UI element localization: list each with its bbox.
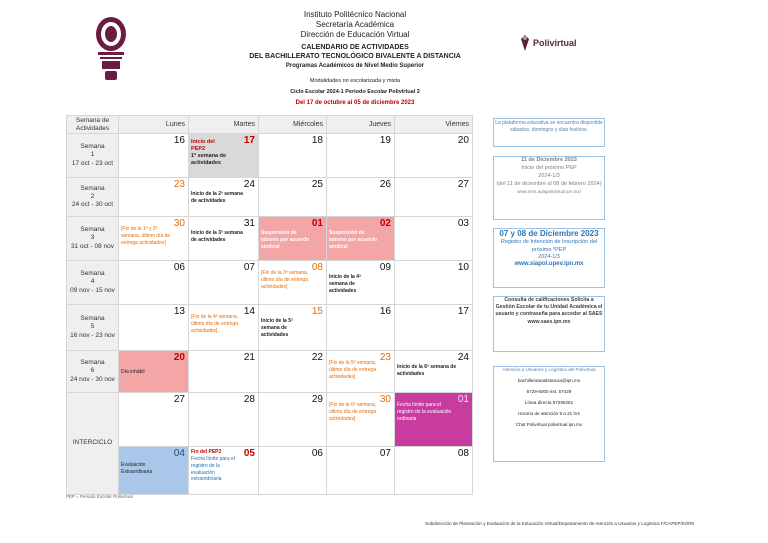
- day-number: 01: [457, 394, 469, 405]
- day-number: 20: [173, 352, 185, 363]
- day-number: 29: [311, 394, 323, 405]
- week-row-5: [67, 305, 473, 351]
- day-cell-deadline: [395, 393, 473, 447]
- polivirtual-mark-icon: [520, 34, 530, 52]
- day-cell: [327, 178, 395, 217]
- polivirtual-logo: [520, 34, 577, 52]
- day-cell: [189, 217, 259, 261]
- day-cell-suspension: [259, 217, 327, 261]
- week-row-6: [67, 351, 473, 393]
- day-note: [Fin de la 1ª y 2ª semana, último día de entrega actividades]: [121, 226, 171, 246]
- day-note: Inicio de la 6ª semana de actividades: [397, 364, 457, 377]
- day-cell: [395, 447, 473, 495]
- day-note: [Fin de la 5ª semana, último día de entrega actividades]: [329, 360, 377, 380]
- day-cell: [189, 305, 259, 351]
- day-number: 28: [243, 394, 255, 405]
- day-note: [Fin de la 3ª semana, último día de entrega actividades]: [261, 270, 309, 290]
- day-cell: [119, 134, 189, 178]
- week-label-4: Semana 4 09 nov - 15 nov: [67, 261, 119, 305]
- intercycle-label: INTERCICLO: [67, 393, 119, 495]
- day-note: Inicio de la 3ª semana de actividades: [191, 230, 243, 243]
- activities-calendar: [66, 115, 473, 495]
- contact-email[interactable]: bachilleratoadistancia@ipn.mx: [517, 377, 581, 383]
- day-cell: [395, 261, 473, 305]
- day-cell: [327, 393, 395, 447]
- day-number: 15: [311, 306, 323, 317]
- day-note: Día inhábil: [121, 369, 145, 375]
- day-cell: [259, 393, 327, 447]
- week-label-2: Semana 2 24 oct - 30 oct: [67, 178, 119, 217]
- day-number: 18: [311, 135, 323, 146]
- contact-direct-line: Línea directa 57296281: [524, 399, 574, 405]
- week-label-3: Semana 3 31 oct - 08 nov: [67, 217, 119, 261]
- platform-availability-box: La plataforma educativa se encuentra disponible sábados, domingos y días festivos.: [493, 118, 605, 147]
- day-number: 24: [243, 179, 255, 190]
- day-number: 30: [379, 394, 391, 405]
- day-number: 03: [457, 218, 469, 229]
- week-label-5: Semana 5 16 nov - 23 nov: [67, 305, 119, 351]
- col-header-tuesday: Martes: [189, 116, 259, 134]
- week-label-6: Semana 6 24 nov - 30 nov: [67, 351, 119, 393]
- day-cell: [259, 178, 327, 217]
- day-number: 21: [243, 352, 255, 363]
- day-number: 31: [243, 218, 255, 229]
- day-cell: [259, 305, 327, 351]
- secretariat-name: Secretaría Académica: [315, 20, 395, 29]
- week-label-1: Semana 1 17 oct - 23 oct: [67, 134, 119, 178]
- day-cell: [395, 134, 473, 178]
- intercycle-row-b: [67, 447, 473, 495]
- direction-name: Dirección de Educación Virtual: [300, 30, 410, 39]
- day-cell: [259, 351, 327, 393]
- day-note: Evaluación Extraordinaria: [121, 462, 153, 475]
- day-number: 25: [311, 179, 323, 190]
- day-cell: [119, 393, 189, 447]
- day-cell: [189, 447, 259, 495]
- day-cell: [327, 134, 395, 178]
- day-cell: [259, 134, 327, 178]
- day-cell: [189, 393, 259, 447]
- day-cell: [119, 217, 189, 261]
- contact-phone: 5729-6000 ext. 57429: [526, 388, 572, 394]
- day-number: 08: [457, 448, 469, 459]
- day-note: Fecha límite para el registro de la evaluación ordinaria: [397, 402, 452, 422]
- day-number: 05: [243, 448, 255, 459]
- saes-link[interactable]: www.saes.ipn.mx: [527, 318, 571, 325]
- day-note: [Fin de la 6ª semana, último día de entrega actividades]: [329, 402, 377, 422]
- footer-department: Subdirección de Planeación y Evaluación de la Educación Virtual/Departamento de Atención a Usuarios y Logística F/CAPEP/02/R0: [425, 521, 695, 526]
- contact-hours: Horario de atención 9 a 21 hrs: [518, 410, 580, 416]
- col-header-week: Semana de Actividades: [67, 116, 119, 134]
- day-cell: [189, 351, 259, 393]
- modalities-line: Modalidades no escolarizada y mixta: [309, 78, 401, 84]
- day-cell: [119, 261, 189, 305]
- registration-box: 07 y 08 de Diciembre 2023 Registro de Intención de Inscripción del próximo *PEP 2024-1/3 www.siapol.upev.ipn.mx: [493, 228, 605, 288]
- intercycle-row-a: [67, 393, 473, 447]
- day-cell: [327, 351, 395, 393]
- day-cell: [395, 351, 473, 393]
- day-number: 14: [243, 306, 255, 317]
- day-cell: [327, 447, 395, 495]
- day-cell: [119, 305, 189, 351]
- day-cell: [395, 217, 473, 261]
- week-row-1: [67, 134, 473, 178]
- week-row-4: [67, 261, 473, 305]
- calendar-header-row: [67, 116, 473, 134]
- polivirtual-name: Polivirtual: [533, 38, 577, 48]
- col-header-thursday: Jueves: [327, 116, 395, 134]
- day-note: Inicio de la 4ª semana de actividades: [329, 274, 361, 294]
- pep-abbreviation-note: PEP = Periodo Escolar Polivirtual: [66, 494, 133, 499]
- day-number: 19: [379, 135, 391, 146]
- day-number: 27: [173, 394, 185, 405]
- day-cell-suspension: [327, 217, 395, 261]
- col-header-friday: Viernes: [395, 116, 473, 134]
- day-cell-holiday: [119, 351, 189, 393]
- day-number: 01: [311, 218, 323, 229]
- siapol-link[interactable]: www.siapol.upev.ipn.mx: [514, 260, 584, 267]
- day-number: 23: [379, 352, 391, 363]
- day-number: 07: [379, 448, 391, 459]
- day-number: 10: [457, 262, 469, 273]
- ipn-seal-logo: [93, 14, 129, 84]
- day-number: 23: [173, 179, 185, 190]
- day-cell: [189, 178, 259, 217]
- programs-line: Programas Académicos de Nivel Medio Superior: [285, 63, 425, 69]
- day-note: Inicio de la 2ª semana de actividades: [191, 191, 243, 204]
- day-number: 20: [457, 135, 469, 146]
- day-number: 07: [243, 262, 255, 273]
- pep-start-note: Inicio del PEP2 1ª semana de actividades: [191, 139, 227, 167]
- next-pep-box: 11 de Diciembre 2023 Inicio del próximo PEP 2024-1/3 (del 11 de diciembre al 08 de febrero 2024) www.nms.aulapolivirtual.ipn.mx/: [493, 156, 605, 220]
- institution-name: Instituto Politécnico Nacional: [303, 10, 407, 19]
- day-note: Fecha límite para el registro de la evaluación extraordinaria: [191, 456, 235, 483]
- day-number: 02: [379, 218, 391, 229]
- day-number: 26: [379, 179, 391, 190]
- day-cell: [259, 261, 327, 305]
- contact-chat[interactable]: Chat Polivirtual polivirtual.ipn.mx: [515, 421, 583, 427]
- day-cell: [189, 261, 259, 305]
- day-number: 04: [173, 448, 185, 459]
- week-row-3: [67, 217, 473, 261]
- grades-box: Consulta de calificaciones Solicita a Gestión Escolar de tu Unidad Académica el usuario y contraseña para acceder al SAES www.saes.ipn.mx: [493, 296, 605, 352]
- day-number: 06: [311, 448, 323, 459]
- date-range: Del 17 de octubre al 05 de diciembre 2023: [295, 100, 415, 106]
- day-number: 16: [379, 306, 391, 317]
- day-number: 13: [173, 306, 185, 317]
- calendar-title: CALENDARIO DE ACTIVIDADES: [301, 44, 409, 51]
- day-number: 17: [243, 135, 255, 146]
- pep-end-note: Fin del PEP2: [191, 449, 222, 455]
- day-number: 27: [457, 179, 469, 190]
- day-cell: [395, 305, 473, 351]
- col-header-monday: Lunes: [119, 116, 189, 134]
- day-cell: [327, 305, 395, 351]
- day-cell-extraordinary: [119, 447, 189, 495]
- day-note: Suspensión de labores por acuerdo sindical: [329, 230, 378, 250]
- col-header-wednesday: Miércoles: [259, 116, 327, 134]
- day-number: 30: [173, 218, 185, 229]
- day-cell: [259, 447, 327, 495]
- nms-platform-link[interactable]: www.nms.aulapolivirtual.ipn.mx/: [517, 188, 581, 194]
- day-number: 16: [173, 135, 185, 146]
- day-number: 22: [311, 352, 323, 363]
- day-note: [Fin de la 4ª semana, último día de entrega actividades]: [191, 314, 239, 334]
- day-number: 24: [457, 352, 469, 363]
- calendar-subtitle: DEL BACHILLERATO TECNOLÓGICO BIVALENTE A DISTANCIA: [249, 53, 461, 60]
- day-note: Suspensión de labores por acuerdo sindical: [261, 230, 310, 250]
- day-cell-pep-start: [189, 134, 259, 178]
- contact-title: Atención a Usuarios y Logística del Polivirtual: [502, 367, 596, 372]
- day-cell: [119, 178, 189, 217]
- day-cell: [327, 261, 395, 305]
- day-cell: [395, 178, 473, 217]
- day-number: 09: [379, 262, 391, 273]
- week-row-2: [67, 178, 473, 217]
- day-note: Inicio de la 5ª semana de actividades: [261, 318, 293, 338]
- day-number: 08: [311, 262, 323, 273]
- cycle-line: Ciclo Escolar 2024-1 Periodo Escolar Polivirtual 2: [290, 89, 420, 95]
- day-number: 06: [173, 262, 185, 273]
- contact-box: [493, 366, 605, 462]
- day-number: 17: [457, 306, 469, 317]
